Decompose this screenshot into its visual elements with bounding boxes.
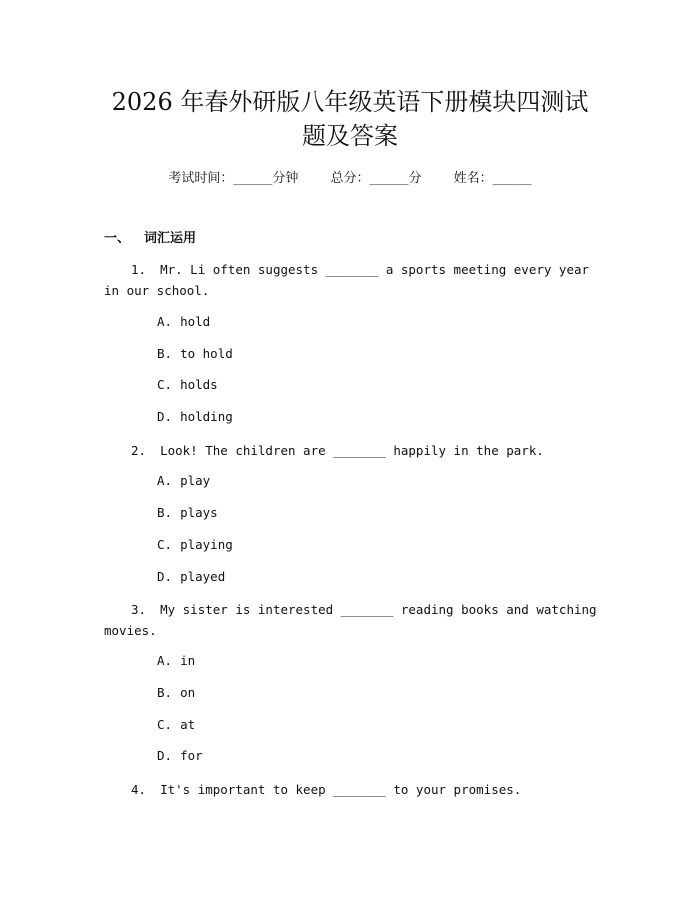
question-3-option-c[interactable] — [157, 716, 195, 734]
option-text: playing — [180, 537, 233, 552]
question-2-option-b[interactable] — [157, 504, 218, 522]
option-text: play — [180, 473, 211, 488]
question-1-option-b[interactable] — [157, 345, 233, 363]
question-3-option-a[interactable] — [157, 652, 195, 670]
question-4 — [104, 779, 604, 800]
question-text: It's important to keep _______ to your promises. — [160, 782, 522, 797]
option-letter: B. — [157, 685, 173, 700]
option-text: holding — [180, 409, 233, 424]
option-letter: C. — [157, 717, 173, 732]
option-text: in — [180, 653, 196, 668]
option-letter: A. — [157, 653, 173, 668]
question-2 — [104, 440, 604, 461]
question-3 — [104, 599, 604, 641]
question-2-option-d[interactable] — [157, 568, 225, 586]
exam-score — [330, 170, 421, 188]
question-3-option-d[interactable] — [157, 747, 203, 765]
exam-meta — [0, 170, 700, 188]
option-text: holds — [180, 377, 218, 392]
question-2-option-a[interactable] — [157, 472, 210, 490]
exam-score-blank: ______ — [369, 171, 409, 186]
page-title-line-2: 题及答案 — [302, 122, 398, 150]
section-title: 词汇运用 — [144, 231, 197, 246]
exam-time — [168, 170, 298, 188]
option-letter: D. — [157, 748, 173, 763]
option-letter: C. — [157, 537, 173, 552]
question-3-option-b[interactable] — [157, 684, 195, 702]
option-text: plays — [180, 505, 218, 520]
page-title-line-1: 2026 年春外研版八年级英语下册模块四测试 — [111, 88, 589, 116]
question-number: 4. — [131, 782, 147, 797]
exam-time-blank: ______ — [233, 171, 273, 186]
option-text: to hold — [180, 346, 233, 361]
question-number: 1. — [131, 262, 147, 277]
exam-name-label: 姓名： — [453, 171, 493, 186]
option-letter: B. — [157, 505, 173, 520]
question-1 — [104, 259, 604, 301]
option-letter: B. — [157, 346, 173, 361]
question-text: Look! The children are _______ happily in the park. — [160, 443, 544, 458]
question-number: 2. — [131, 443, 147, 458]
question-text: Mr. Li often suggests _______ a sports meeting every year in our school. — [104, 262, 590, 298]
option-text: on — [180, 685, 196, 700]
option-text: played — [180, 569, 226, 584]
question-1-option-d[interactable] — [157, 408, 233, 426]
option-text: hold — [180, 314, 211, 329]
exam-name-blank: ______ — [492, 171, 532, 186]
option-text: for — [180, 748, 203, 763]
question-1-option-a[interactable] — [157, 313, 210, 331]
exam-time-unit: 分钟 — [272, 171, 299, 186]
question-1-option-c[interactable] — [157, 376, 218, 394]
option-letter: A. — [157, 314, 173, 329]
option-letter: A. — [157, 473, 173, 488]
exam-score-label: 总分： — [330, 171, 370, 186]
option-letter: D. — [157, 569, 173, 584]
option-letter: D. — [157, 409, 173, 424]
question-text: My sister is interested _______ reading books and watching movies. — [104, 602, 597, 638]
exam-name — [454, 170, 532, 188]
option-text: at — [180, 717, 196, 732]
option-letter: C. — [157, 377, 173, 392]
exam-score-unit: 分 — [408, 171, 422, 186]
question-number: 3. — [131, 602, 147, 617]
section-number: 一、 — [104, 231, 131, 246]
exam-time-label: 考试时间： — [168, 171, 234, 186]
question-2-option-c[interactable] — [157, 536, 233, 554]
section-heading — [104, 230, 196, 248]
